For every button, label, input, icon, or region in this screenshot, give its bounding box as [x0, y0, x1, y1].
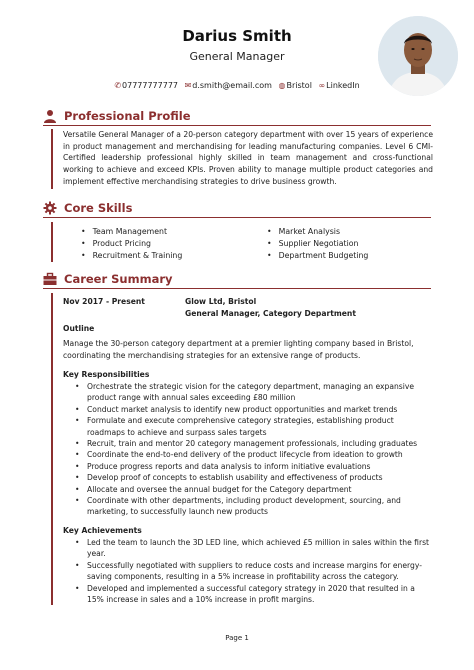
outline-text: Manage the 30-person category department at a premier lighting company based in Bristol, coordinating the merchandising strategies for an extensive range of products. — [63, 339, 414, 360]
globe-icon: ◍ — [278, 81, 286, 90]
achievements-label: Key Achievements — [63, 526, 142, 535]
list-item: • Formulate and execute comprehensive category strategies, establishing product roadmaps to achieve and surpass sales targets — [75, 415, 431, 438]
skill-item: • Recruitment & Training — [81, 250, 182, 262]
section-accent-bar — [51, 293, 53, 605]
list-item: • Allocate and oversee the annual budget for the Category department — [75, 484, 431, 495]
list-item: • Develop proof of concepts to establish usability and effectiveness of products — [75, 472, 431, 483]
link-icon: ∞ — [318, 81, 326, 90]
contact-email[interactable]: ✉d.smith@email.com — [184, 81, 272, 90]
section-title-skills: Core Skills — [43, 201, 132, 215]
user-icon — [43, 109, 57, 123]
list-item: • Produce progress reports and data analysis to inform initiative evaluations — [75, 461, 431, 472]
list-item: • Recruit, train and mentor 20 category management professionals, including graduates — [75, 438, 431, 449]
contact-linkedin[interactable]: ∞LinkedIn — [318, 81, 360, 90]
outline-label: Outline — [63, 324, 95, 333]
list-item: • Conduct market analysis to identify new product opportunities and market trends — [75, 404, 431, 415]
list-item: • Led the team to launch the 3D LED line, which achieved £5 million in sales within the first year. — [75, 537, 431, 560]
envelope-icon: ✉ — [184, 81, 192, 90]
list-item: • Orchestrate the strategic vision for the category department, managing an expansive product range with annual sales exceeding £80 million — [75, 381, 431, 404]
skill-item: • Supplier Negotiation — [267, 238, 368, 250]
portrait-image — [378, 16, 458, 96]
list-item: • Coordinate with other departments, including product development, sourcing, and marketing, to successfully launch new products — [75, 495, 431, 518]
list-item: • Successfully negotiated with suppliers to reduce costs and increase margins for energy-saving components, resulting in a 5% increase in profitability across the category. — [75, 560, 431, 583]
section-title-profile: Professional Profile — [43, 109, 191, 123]
section-divider — [43, 125, 431, 126]
list-item: • Coordinate the end-to-end delivery of the product lifecycle from ideation to growth — [75, 449, 431, 460]
skill-item: • Product Pricing — [81, 238, 182, 250]
job-dates: Nov 2017 - Present — [63, 297, 145, 306]
skill-item: • Team Management — [81, 226, 182, 238]
responsibilities-label: Key Responsibilities — [63, 370, 150, 379]
gear-icon — [43, 201, 57, 215]
skills-column-2 — [267, 226, 368, 263]
section-divider — [43, 288, 431, 289]
profile-photo — [378, 16, 458, 96]
profile-text: Versatile General Manager of a 20-person category department with over 15 years of experience in product management and merchandising for leading manufacturing companies. Level 6 CMI-Certified leadership professional highly skilled in team management and cross-functional working to achieve and exceed KPIs. Proven ability to manage multiple product categories and implement effective merchandising strategies to drive business growth. — [63, 130, 433, 186]
section-title-career: Career Summary — [43, 272, 173, 286]
achievements-list — [75, 537, 431, 605]
briefcase-icon — [43, 272, 57, 286]
candidate-role: General Manager — [189, 50, 285, 63]
section-divider — [43, 217, 431, 218]
list-item: • Developed and implemented a successful category strategy in 2020 that resulted in a 15% increase in sales and a 10% increase in profit margins. — [75, 583, 431, 606]
resume-header — [0, 0, 474, 100]
job-company: Glow Ltd, Bristol — [185, 297, 257, 306]
skill-item: • Market Analysis — [267, 226, 368, 238]
phone-icon: ✆ — [114, 81, 122, 90]
contact-location: ◍Bristol — [278, 81, 312, 90]
section-accent-bar — [51, 222, 53, 262]
page-number: Page 1 — [225, 634, 249, 642]
responsibilities-list — [75, 381, 431, 518]
contact-phone[interactable]: ✆07777777777 — [114, 81, 179, 90]
candidate-name: Darius Smith — [182, 27, 292, 45]
skills-column-1 — [81, 226, 182, 263]
skill-item: • Department Budgeting — [267, 250, 368, 262]
job-position: General Manager, Category Department — [185, 309, 356, 318]
section-accent-bar — [51, 129, 53, 189]
